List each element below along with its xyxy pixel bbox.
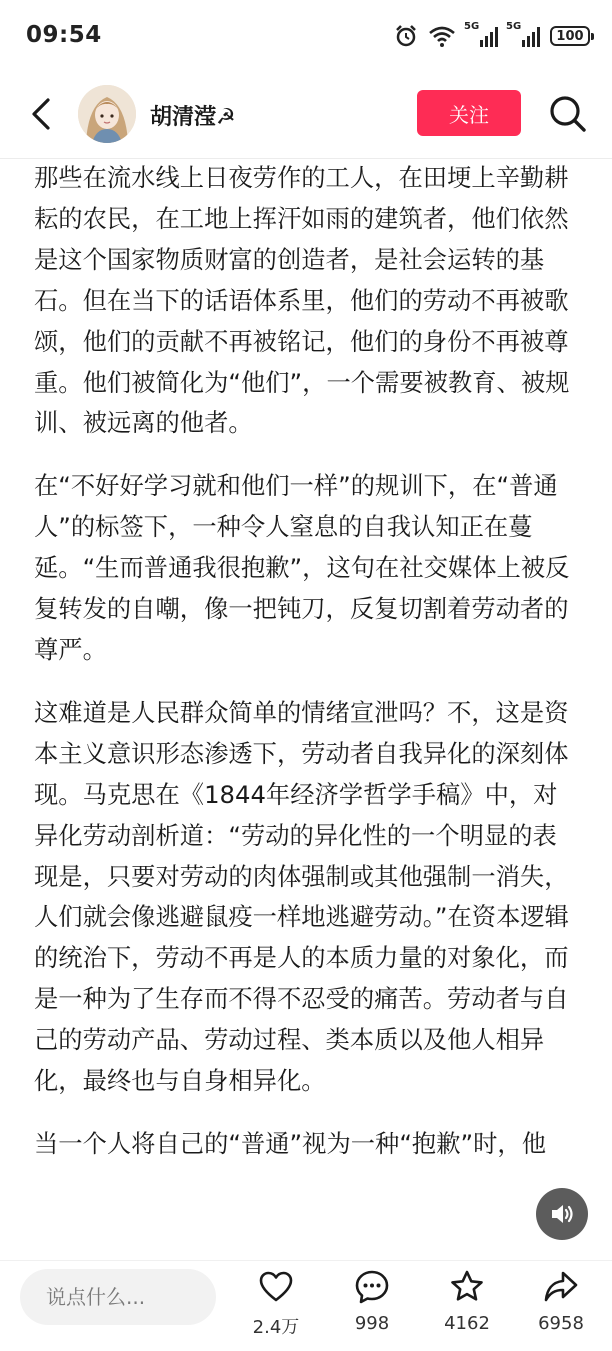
author-avatar[interactable]: [78, 85, 136, 143]
alarm-icon: [394, 24, 418, 48]
like-count: 2.4万: [252, 1317, 300, 1338]
bottom-action-bar: [0, 1260, 612, 1351]
comment-input[interactable]: [20, 1269, 216, 1325]
article-paragraph: 那些在流水线上日夜劳作的工人，在田埂上辛勤耕耘的农民，在工地上挥汗如雨的建筑者，他们依然是这个国家物质财富的创造者，是社会运转的基石。但在当下的话语体系里，他们的劳动不再被歌颂，他们的贡献不再被铭记，他们的身份不再被尊重。他们被简化为“他们”，一个需要被教育、被规训、被远离的他者。: [34, 163, 570, 438]
read-aloud-button[interactable]: [536, 1188, 588, 1240]
article-paragraph: 这难道是人民群众简单的情绪宣泄吗？不，这是资本主义意识形态渗透下，劳动者自我异化的深刻体现。马克思在《1844年经济学哲学手稿》中，对异化劳动剖析道：“劳动的异化性的一个明显的表现是，只要对劳动的肉体强制或其他强制一消失，人们就会像逃避鼠疫一样地逃避劳动。”在资本逻辑的统治下，劳动不再是人的本质力量的对象化，而是一种为了生存而不得不忍受的痛苦。劳动者与自己的劳动产品、劳动过程、类本质以及他人相异化，最终也与自身相异化。: [34, 697, 569, 1096]
star-icon: [449, 1269, 485, 1305]
status-time: 09:54: [26, 22, 102, 48]
wifi-icon: [428, 24, 456, 48]
signal-5g-icon: 5G: [466, 25, 498, 47]
share-count: 6958: [538, 1313, 584, 1334]
status-bar: [0, 0, 612, 72]
signal-5g-icon: 5G: [508, 25, 540, 47]
favorite-count: 4162: [444, 1313, 490, 1334]
article-header: [0, 72, 612, 159]
article-body: [34, 158, 580, 1260]
article-paragraph: 当一个人将自己的“普通”视为一种“抱歉”时，他: [34, 1128, 546, 1158]
follow-button[interactable]: 关注: [417, 90, 521, 136]
comment-count: 998: [354, 1313, 390, 1334]
article-paragraph: 在“不好好学习就和他们一样”的规训下，在“普通人”的标签下，一种令人窒息的自我认知正在蔓延。“生而普通我很抱歉”，这句在社交媒体上被反复转发的自嘲，像一把钝刀，反复切割着劳动者的尊严。: [34, 471, 570, 664]
status-icons: [394, 22, 590, 50]
speaker-icon: [548, 1200, 576, 1228]
comment-bubble-icon: [354, 1269, 390, 1305]
avatar-illustration: [78, 85, 136, 143]
comment-button[interactable]: [332, 1265, 412, 1341]
heart-icon: [258, 1269, 294, 1305]
share-arrow-icon: [543, 1269, 579, 1305]
share-button[interactable]: [521, 1265, 601, 1341]
like-button[interactable]: [236, 1265, 316, 1341]
author-name[interactable]: 胡清滢☭: [150, 105, 236, 130]
battery-indicator: 100: [550, 26, 590, 46]
back-arrow-icon[interactable]: [22, 92, 62, 136]
search-icon[interactable]: [546, 92, 590, 136]
favorite-button[interactable]: [427, 1265, 507, 1341]
